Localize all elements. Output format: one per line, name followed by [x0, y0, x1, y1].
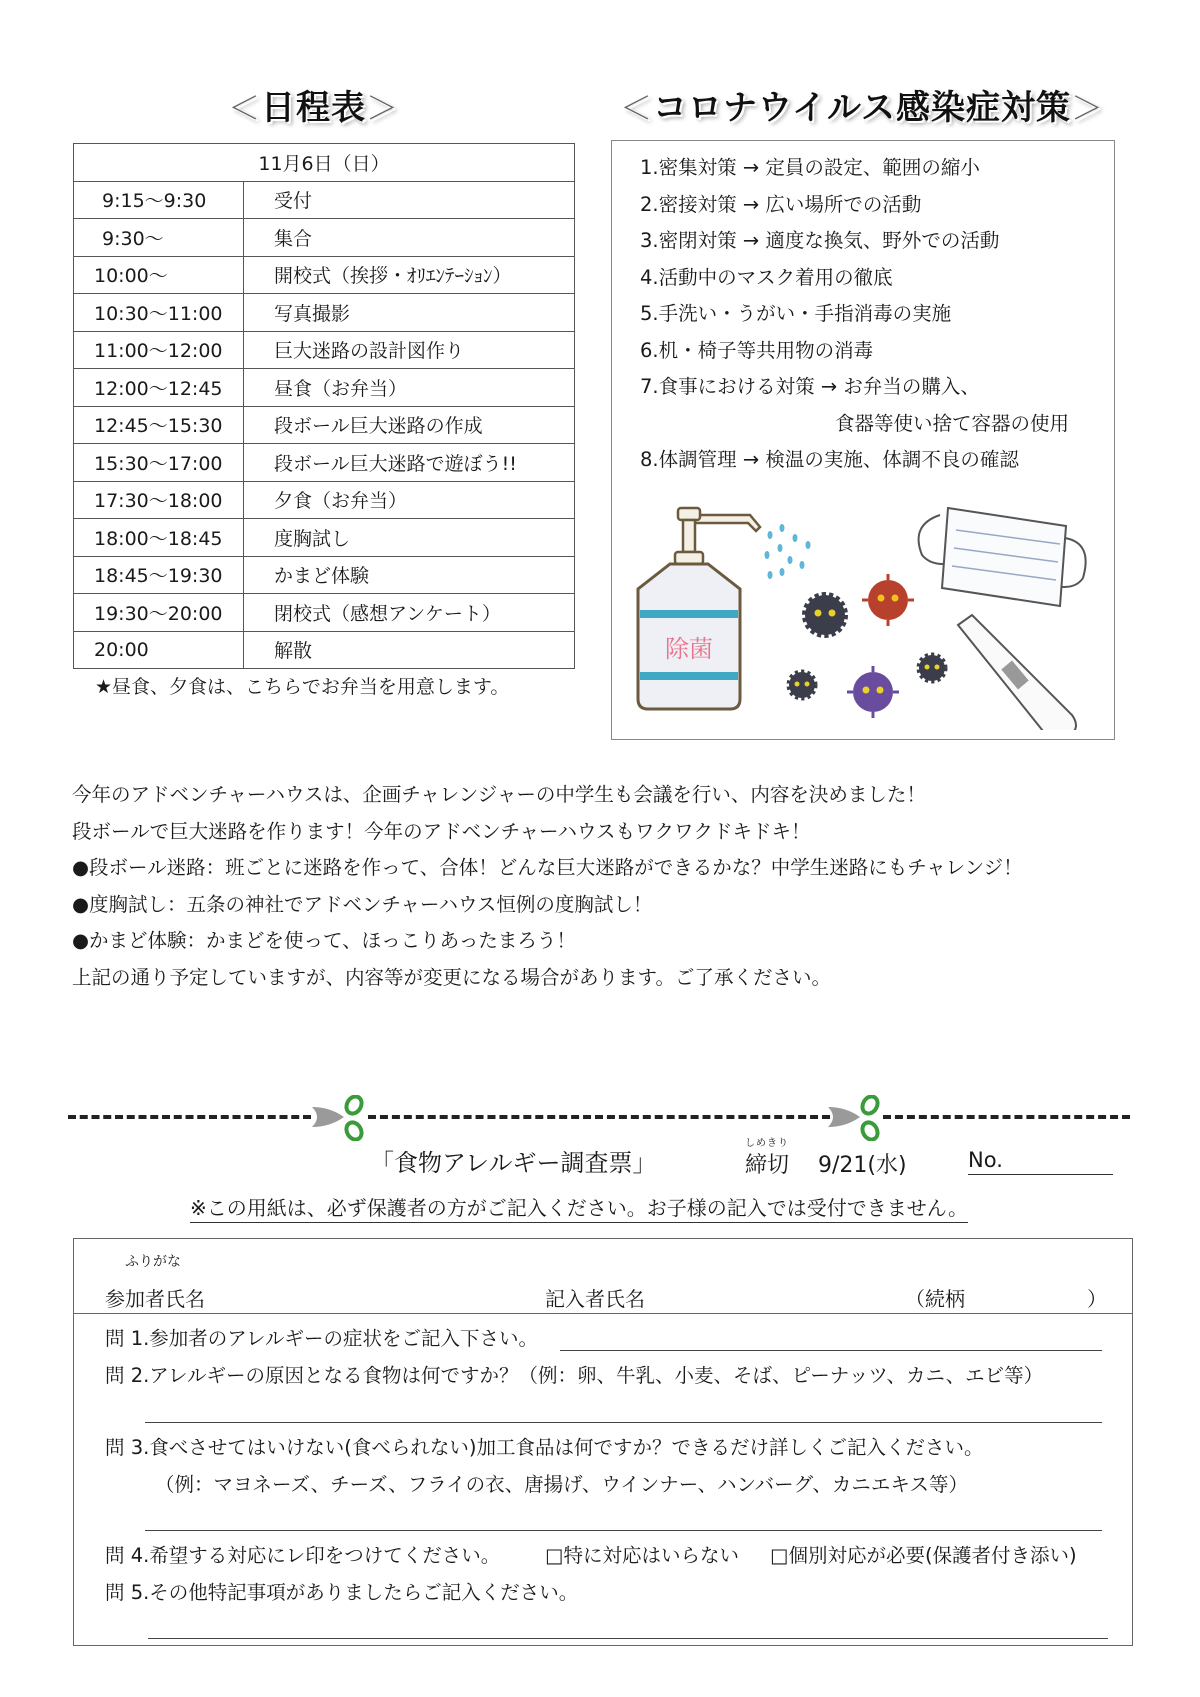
schedule-row — [74, 556, 575, 594]
hygiene-illustration — [630, 500, 1100, 730]
corona-item: 5.手洗い・うがい・手指消毒の実施 — [640, 302, 952, 325]
schedule-row — [74, 481, 575, 519]
relation-close: ） — [1087, 1287, 1107, 1311]
description-line: 上記の通り予定していますが、内容等が変更になる場合があります。ご了承ください。 — [72, 965, 831, 989]
checkbox-icon[interactable]: □ — [545, 1544, 564, 1567]
schedule-row — [74, 294, 575, 332]
question-4: 問 4.希望する対応にレ印をつけてください。 — [105, 1544, 501, 1567]
question-3: 問 3.食べさせてはいけない(食べられない)加工食品は何ですか？できるだけ詳しくご記入ください。 — [105, 1436, 984, 1459]
schedule-time: 19:30～20:00 — [74, 594, 244, 632]
bracket-open: ＜ — [228, 89, 262, 127]
question-5: 問 5.その他特記事項がありましたらご記入ください。 — [105, 1581, 579, 1604]
corona-heading — [620, 80, 1104, 129]
sanitizer-bottle-icon — [638, 508, 760, 709]
writer-name-label: 記入者氏名 — [545, 1287, 645, 1311]
spray-droplets-icon — [765, 524, 811, 579]
schedule-time: 17:30～18:00 — [74, 481, 244, 519]
schedule-activity: 写真撮影 — [244, 294, 575, 332]
schedule-time: 18:00～18:45 — [74, 519, 244, 557]
schedule-activity: 夕食（お弁当） — [244, 481, 575, 519]
schedule-time: 10:00～ — [74, 256, 244, 294]
schedule-row — [74, 219, 575, 257]
corona-item: 1.密集対策 → 定員の設定、範囲の縮小 — [640, 156, 980, 179]
deadline-date: 9/21(水) — [818, 1153, 907, 1178]
question-1: 問 1.参加者のアレルギーの症状をご記入下さい。 — [105, 1327, 539, 1350]
schedule-date: 11月6日（日） — [74, 144, 575, 182]
participant-name-label: 参加者氏名 — [105, 1287, 205, 1311]
schedule-row — [74, 256, 575, 294]
corona-item: 3.密閉対策 → 適度な換気、野外での活動 — [640, 229, 1000, 252]
description-line: ●度胸試し：五条の神社でアドベンチャーハウス恒例の度胸試し！ — [72, 892, 653, 916]
schedule-time: 18:45～19:30 — [74, 556, 244, 594]
option-no-support[interactable] — [545, 1540, 739, 1568]
schedule-activity: 受付 — [244, 181, 575, 219]
scissors-icon — [310, 1095, 368, 1141]
schedule-activity: 閉校式（感想アンケート） — [244, 594, 575, 632]
description-line: ●かまど体験：かまどを使って、ほっこりあったまろう！ — [72, 929, 576, 952]
face-mask-icon — [919, 508, 1086, 606]
schedule-time: 15:30～17:00 — [74, 444, 244, 482]
option-label: 特に対応はいらない — [563, 1544, 739, 1567]
corona-item: 6.机・椅子等共用物の消毒 — [640, 338, 874, 362]
scissors-icon — [826, 1095, 884, 1141]
schedule-table — [73, 143, 575, 669]
deadline-label: 締切 — [745, 1153, 790, 1178]
schedule-time: 9:15～9:30 — [74, 181, 244, 219]
schedule-row — [74, 331, 575, 369]
number-field[interactable] — [968, 1148, 1113, 1175]
schedule-activity: 開校式（挨拶・ｵﾘｴﾝﾃｰｼｮﾝ） — [244, 256, 575, 294]
schedule-activity: 度胸試し — [244, 519, 575, 557]
schedule-heading — [228, 80, 399, 129]
answer-line-1[interactable] — [560, 1350, 1102, 1351]
answer-line-5[interactable] — [148, 1638, 1108, 1639]
schedule-activity: 段ボール巨大迷路で遊ぼう!! — [244, 444, 575, 482]
schedule-row — [74, 369, 575, 407]
schedule-time: 11:00～12:00 — [74, 331, 244, 369]
schedule-row — [74, 444, 575, 482]
participant-name-field[interactable] — [105, 1283, 205, 1312]
number-label: No. — [968, 1148, 1003, 1172]
corona-heading-text: コロナウイルス感染症対策 — [653, 88, 1071, 128]
virus-icon — [805, 595, 845, 635]
option-label: 個別対応が必要(保護者付き添い) — [788, 1544, 1077, 1567]
corona-item: 食器等使い捨て容器の使用 — [640, 411, 1070, 435]
schedule-time: 12:45～15:30 — [74, 406, 244, 444]
schedule-heading-text: 日程表 — [261, 88, 367, 128]
deadline-ruby: しめきり — [745, 1138, 789, 1149]
form-divider — [73, 1313, 1133, 1314]
question-3-examples: （例：マヨネーズ、チーズ、フライの衣、唐揚げ、ウインナー、ハンバーグ、カニエキス等） — [155, 1473, 968, 1496]
virus-icon — [862, 574, 914, 626]
writer-name-field[interactable] — [545, 1283, 645, 1312]
schedule-activity: 巨大迷路の設計図作り — [244, 331, 575, 369]
virus-icon — [847, 666, 899, 718]
schedule-activity: 昼食（お弁当） — [244, 369, 575, 407]
schedule-time: 10:30～11:00 — [74, 294, 244, 332]
description-line: ●段ボール迷路：班ごとに迷路を作って、合体！どんな巨大迷路ができるかな？中学生迷路にもチャレンジ！ — [72, 856, 1023, 879]
cut-line — [368, 1115, 830, 1119]
corona-measures-list — [640, 150, 1069, 479]
question-2: 問 2.アレルギーの原因となる食物は何ですか？（例：卵、牛乳、小麦、そば、ピーナッツ、カニ、エビ等） — [105, 1364, 1044, 1387]
schedule-date-row — [74, 144, 575, 182]
schedule-activity: かまど体験 — [244, 556, 575, 594]
relation-open: （続柄 — [905, 1287, 965, 1311]
answer-line-3[interactable] — [145, 1530, 1102, 1531]
bracket-close: ＞ — [366, 89, 400, 127]
bottle-label: 除菌 — [665, 635, 713, 663]
furigana-label: ふりがな — [125, 1254, 181, 1270]
corona-item: 2.密接対策 → 広い場所での活動 — [640, 192, 922, 216]
option-individual-support[interactable] — [770, 1540, 1077, 1568]
schedule-row — [74, 181, 575, 219]
schedule-activity: 解散 — [244, 631, 575, 669]
schedule-row — [74, 631, 575, 669]
bracket-open: ＜ — [620, 89, 654, 127]
corona-item: 4.活動中のマスク着用の徹底 — [640, 265, 893, 289]
corona-item: 8.体調管理 → 検温の実施、体調不良の確認 — [640, 448, 1019, 471]
corona-item: 7.食事における対策 → お弁当の購入、 — [640, 375, 980, 398]
cut-line — [883, 1115, 1130, 1119]
schedule-row — [74, 594, 575, 632]
lunch-note: ★昼食、夕食は、こちらでお弁当を用意します。 — [95, 676, 510, 698]
schedule-activity: 段ボール巨大迷路の作成 — [244, 406, 575, 444]
description-line: 段ボールで巨大迷路を作ります！今年のアドベンチャーハウスもワクワクドキドキ！ — [72, 819, 811, 843]
schedule-row — [74, 406, 575, 444]
thermometer-icon — [958, 615, 1076, 730]
survey-title: 「食物アレルギー調査票」 — [370, 1149, 657, 1177]
event-description — [72, 777, 1023, 996]
schedule-activity: 集合 — [244, 219, 575, 257]
schedule-time: 20:00 — [74, 631, 244, 669]
cut-line — [68, 1115, 311, 1119]
bracket-close: ＞ — [1070, 89, 1104, 127]
schedule-time: 9:30～ — [74, 219, 244, 257]
schedule-time: 12:00～12:45 — [74, 369, 244, 407]
virus-icon — [789, 672, 815, 698]
guardian-warning: ※この用紙は、必ず保護者の方がご記入ください。お子様の記入では受付できません。 — [190, 1192, 968, 1223]
answer-line-2[interactable] — [145, 1422, 1102, 1423]
checkbox-icon[interactable]: □ — [770, 1544, 789, 1567]
virus-icon — [919, 655, 945, 681]
description-line: 今年のアドベンチャーハウスは、企画チャレンジャーの中学生も会議を行い、内容を決めました！ — [72, 783, 926, 806]
schedule-row — [74, 519, 575, 557]
